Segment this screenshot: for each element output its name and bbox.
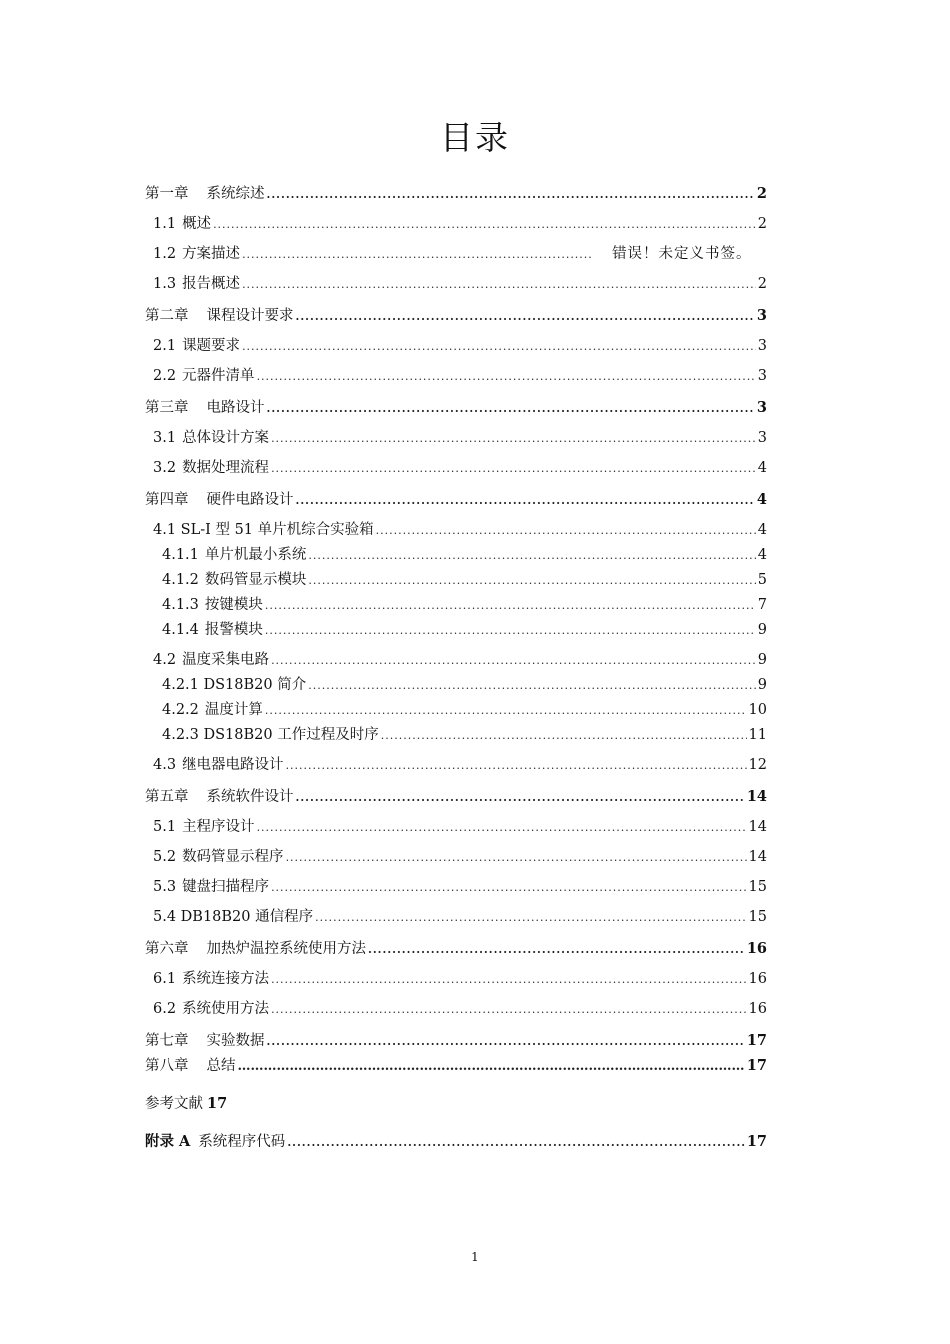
- section-title: 4.2.1 DS18B20 简介: [162, 677, 307, 693]
- section-title: 继电器电路设计: [182, 757, 284, 773]
- page-number: 4: [756, 491, 767, 508]
- chapter-title: 课程设计要求: [206, 308, 294, 324]
- leader-dots: [308, 544, 755, 568]
- page-number: 17: [746, 1032, 767, 1049]
- toc-entry-section-5-2[interactable]: [145, 845, 767, 869]
- toc-entry-section-5-4[interactable]: [145, 905, 767, 929]
- leader-dots: [308, 674, 756, 698]
- toc-entry-section-5-1[interactable]: [145, 815, 767, 839]
- page-title: 目录: [440, 118, 510, 157]
- chapter-number: 第三章: [145, 400, 189, 416]
- toc-entry-label: [145, 182, 265, 206]
- toc-entry-section-3-1[interactable]: [145, 426, 767, 450]
- page-number: 3: [756, 399, 767, 416]
- section-number: 4.3: [153, 757, 177, 773]
- page-number: 9: [757, 622, 767, 638]
- section-title: 5.4 DB18B20 通信程序: [153, 909, 314, 925]
- leader-dots: [265, 699, 747, 723]
- page-number: 16: [748, 1001, 767, 1017]
- leader-dots: [213, 213, 756, 237]
- section-number: 1.2: [153, 246, 177, 262]
- toc-entry-label: [162, 543, 306, 567]
- page-number: 16: [746, 940, 767, 957]
- chapter-title: 电路设计: [206, 400, 265, 416]
- section-number: 4.1.2: [162, 572, 199, 588]
- toc-entry-section-4-2[interactable]: [145, 648, 767, 672]
- leader-dots: [242, 243, 592, 267]
- page-number: 3: [757, 368, 767, 384]
- section-title: 报告概述: [182, 276, 241, 292]
- toc-entry-section-4-1-4[interactable]: [145, 618, 767, 642]
- section-number: 1.3: [153, 276, 177, 292]
- leader-dots: [271, 457, 756, 481]
- section-title: 系统使用方法: [182, 1001, 270, 1017]
- toc-entry-section-4-1-2[interactable]: [145, 568, 767, 592]
- toc-entry-label: [145, 1054, 236, 1078]
- references-title: 参考文献: [145, 1096, 203, 1112]
- page-number: 14: [748, 849, 767, 865]
- toc-entry-section-2-2[interactable]: [145, 364, 767, 388]
- section-number: 5.3: [153, 879, 177, 895]
- toc-entry-section-1-3[interactable]: [145, 272, 767, 296]
- toc-entry-chapter-3[interactable]: [145, 396, 767, 420]
- chapter-title: 系统软件设计: [206, 789, 294, 805]
- page-number: 4: [757, 522, 767, 538]
- leader-dots: [238, 1055, 745, 1079]
- leader-dots: [287, 1131, 745, 1155]
- leader-dots: [376, 519, 756, 543]
- toc-entry-section-4-1[interactable]: [145, 518, 767, 542]
- toc-entry-label: [162, 698, 263, 722]
- section-title: 数码管显示程序: [182, 849, 284, 865]
- toc-entry-label: [153, 815, 255, 839]
- toc-entry-label: [145, 937, 366, 961]
- toc-entry-section-1-1[interactable]: [145, 212, 767, 236]
- toc-entry-label: [145, 304, 294, 328]
- toc-entry-chapter-2[interactable]: [145, 304, 767, 328]
- section-number: 5.2: [153, 849, 177, 865]
- section-title: 主程序设计: [182, 819, 255, 835]
- chapter-title: 硬件电路设计: [206, 492, 294, 508]
- toc-entry-label: [153, 875, 269, 899]
- leader-dots: [286, 754, 747, 778]
- page-number: 4: [757, 460, 767, 476]
- section-title: 4.2.3 DS18B20 工作过程及时序: [162, 727, 379, 743]
- chapter-title: 总结: [206, 1058, 236, 1074]
- leader-dots: [267, 397, 755, 421]
- page-number: 17: [207, 1095, 228, 1112]
- section-title: 概述: [182, 216, 212, 232]
- leader-dots: [381, 724, 747, 748]
- toc-entry-appendix-a[interactable]: [145, 1130, 767, 1154]
- page-number: 17: [746, 1057, 767, 1074]
- chapter-title: 实验数据: [206, 1033, 265, 1049]
- section-title: 4.1 SL-I 型 51 单片机综合实验箱: [153, 522, 374, 538]
- toc-entry-label: [153, 426, 269, 450]
- toc-entry-references[interactable]: [145, 1092, 767, 1116]
- toc-entry-label: [153, 212, 211, 236]
- section-number: 4.1.4: [162, 622, 199, 638]
- leader-dots: [267, 1030, 745, 1054]
- toc-entry-section-4-3[interactable]: [145, 753, 767, 777]
- chapter-number: 第八章: [145, 1058, 189, 1074]
- chapter-number: 第六章: [145, 941, 189, 957]
- toc-entry-label: [162, 618, 263, 642]
- toc-entry-label: [162, 568, 306, 592]
- chapter-number: 第五章: [145, 789, 189, 805]
- page-number: 11: [748, 727, 767, 743]
- leader-dots: [265, 594, 756, 618]
- page-number: 2: [757, 276, 767, 292]
- section-title: 温度采集电路: [182, 652, 270, 668]
- section-title: 键盘扫描程序: [182, 879, 270, 895]
- leader-dots: [315, 906, 746, 930]
- section-number: 4.1.1: [162, 547, 199, 563]
- page-number: 5: [757, 572, 767, 588]
- section-title: 单片机最小系统: [204, 547, 307, 563]
- chapter-number: 第七章: [145, 1033, 189, 1049]
- page-number: 15: [748, 879, 767, 895]
- toc-entry-section-1-2[interactable]: [145, 242, 767, 266]
- toc-entry-label: [153, 334, 240, 358]
- toc-entry-label: [145, 785, 294, 809]
- leader-dots: [286, 846, 747, 870]
- page-number: 3: [757, 338, 767, 354]
- toc-entry-section-2-1[interactable]: [145, 334, 767, 358]
- leader-dots: [271, 998, 746, 1022]
- toc-entry-label: [145, 1029, 265, 1053]
- chapter-number: 第四章: [145, 492, 189, 508]
- section-number: 4.2.2: [162, 702, 199, 718]
- page-number: 14: [746, 788, 767, 805]
- toc-entry-label: [145, 1130, 285, 1154]
- page-number: 16: [748, 971, 767, 987]
- toc-entry-chapter-8[interactable]: [145, 1054, 767, 1078]
- appendix-title: 系统程序代码: [198, 1134, 286, 1150]
- page-number: 17: [746, 1133, 767, 1150]
- page-number: 10: [748, 702, 767, 718]
- page-number: 15: [748, 909, 767, 925]
- leader-dots: [265, 619, 756, 643]
- toc-entry-label: [153, 272, 240, 296]
- leader-dots: [296, 786, 745, 810]
- leader-dots: [271, 649, 756, 673]
- section-number: 2.1: [153, 338, 177, 354]
- toc-entry-chapter-4[interactable]: [145, 488, 767, 512]
- toc-entry-chapter-1[interactable]: [145, 182, 767, 206]
- toc-entry-section-4-2-1[interactable]: [145, 673, 767, 697]
- section-number: 1.1: [153, 216, 177, 232]
- toc-entry-chapter-5[interactable]: [145, 785, 767, 809]
- toc-entry-section-4-1-3[interactable]: [145, 593, 767, 617]
- section-title: 系统连接方法: [182, 971, 270, 987]
- section-number: 6.2: [153, 1001, 177, 1017]
- leader-dots: [257, 816, 747, 840]
- leader-dots: [271, 876, 746, 900]
- toc-entry-section-5-3[interactable]: [145, 875, 767, 899]
- toc-entry-section-4-2-2[interactable]: [145, 698, 767, 722]
- page-number-error: 错误！未定义书签。: [612, 246, 752, 262]
- page-number: 14: [748, 819, 767, 835]
- leader-dots: [242, 273, 756, 297]
- toc-entry-label: [153, 242, 240, 266]
- chapter-title: 系统综述: [206, 186, 265, 202]
- section-title: 温度计算: [204, 702, 263, 718]
- page-number: 12: [748, 757, 767, 773]
- page-number: 9: [757, 652, 767, 668]
- page-number: 3: [757, 430, 767, 446]
- table-of-contents: [145, 182, 767, 1154]
- section-title: 元器件清单: [182, 368, 255, 384]
- section-number: 4.1.3: [162, 597, 199, 613]
- section-title: 按键模块: [204, 597, 263, 613]
- leader-dots: [368, 938, 745, 962]
- toc-entry-chapter-7[interactable]: [145, 1029, 767, 1053]
- page-number: 2: [757, 216, 767, 232]
- page-number: 7: [757, 597, 767, 613]
- leader-dots: [308, 569, 755, 593]
- page-footer-number: 1: [471, 1250, 479, 1264]
- chapter-number: 第一章: [145, 186, 189, 202]
- section-title: 报警模块: [204, 622, 263, 638]
- section-number: 3.2: [153, 460, 177, 476]
- chapter-number: 第二章: [145, 308, 189, 324]
- toc-entry-label: [145, 396, 265, 420]
- section-number: 5.1: [153, 819, 177, 835]
- page-number: 9: [757, 677, 767, 693]
- toc-entry-section-3-2[interactable]: [145, 456, 767, 480]
- page-number: 3: [756, 307, 767, 324]
- leader-dots: [271, 968, 746, 992]
- toc-entry-section-6-2[interactable]: [145, 997, 767, 1021]
- section-title: 方案描述: [182, 246, 241, 262]
- page-number: 2: [756, 185, 767, 202]
- section-number: 4.2: [153, 652, 177, 668]
- toc-entry-label: [145, 488, 294, 512]
- toc-entry-section-6-1[interactable]: [145, 967, 767, 991]
- chapter-title: 加热炉温控系统使用方法: [206, 941, 366, 957]
- section-number: 2.2: [153, 368, 177, 384]
- toc-entry-section-4-2-3[interactable]: [145, 723, 767, 747]
- leader-dots: [271, 427, 756, 451]
- leader-dots: [296, 489, 755, 513]
- leader-dots: [257, 365, 756, 389]
- leader-dots: [296, 305, 755, 329]
- toc-entry-chapter-6[interactable]: [145, 937, 767, 961]
- section-number: 6.1: [153, 971, 177, 987]
- section-number: 3.1: [153, 430, 177, 446]
- section-title: 数据处理流程: [182, 460, 270, 476]
- section-title: 总体设计方案: [182, 430, 270, 446]
- page-number: 4: [757, 547, 767, 563]
- toc-entry-section-4-1-1[interactable]: [145, 543, 767, 567]
- toc-entry-label: [153, 456, 269, 480]
- toc-entry-label: [153, 967, 269, 991]
- toc-entry-label: [162, 593, 263, 617]
- toc-entry-label: [153, 845, 284, 869]
- toc-entry-label: [153, 997, 269, 1021]
- section-title: 课题要求: [182, 338, 241, 354]
- toc-entry-label: [153, 648, 269, 672]
- appendix-label: 附录 A: [145, 1133, 191, 1150]
- leader-dots: [242, 335, 756, 359]
- leader-dots: [267, 183, 755, 207]
- toc-entry-label: [153, 753, 284, 777]
- toc-entry-label: [153, 364, 255, 388]
- section-title: 数码管显示模块: [204, 572, 307, 588]
